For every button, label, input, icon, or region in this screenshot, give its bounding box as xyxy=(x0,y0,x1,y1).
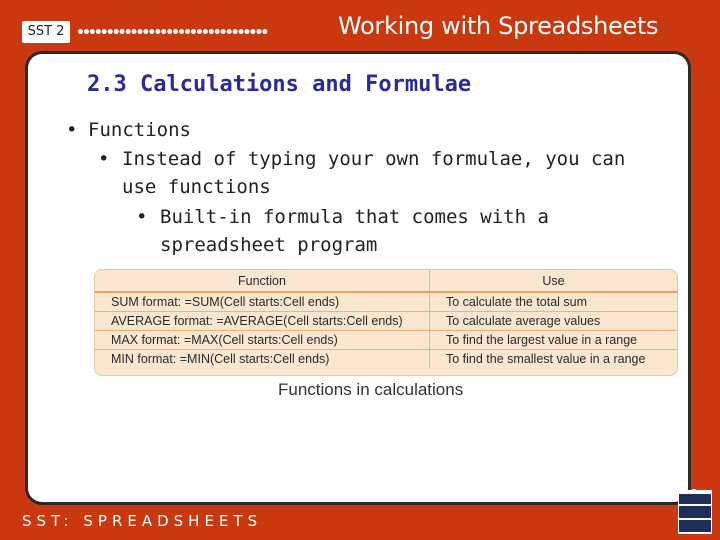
bullet-level-1 xyxy=(66,116,191,144)
table-row xyxy=(95,292,677,312)
course-badge: SST 2 xyxy=(22,21,70,43)
table-row xyxy=(95,331,677,350)
table-row xyxy=(95,350,677,369)
function-cell: SUM format: =SUM(Cell starts:Cell ends) xyxy=(95,292,430,312)
publisher-logo-icon xyxy=(678,490,712,534)
use-cell: To find the largest value in a range xyxy=(430,331,678,350)
column-header-use: Use xyxy=(430,270,678,292)
use-cell: To find the smallest value in a range xyxy=(446,352,646,366)
header-dotted-rule: •••••••••••••••••••••••••••••••• xyxy=(76,25,267,41)
bullet-marker: • xyxy=(98,148,110,170)
use-cell: To calculate the total sum xyxy=(430,292,678,312)
header-title: Working with Spreadsheets xyxy=(338,12,659,40)
bullet-text: Built-in formula that comes with a spreadsheet program xyxy=(160,206,549,256)
function-cell: MAX format: =MAX(Cell starts:Cell ends) xyxy=(95,331,430,350)
bullet-level-2 xyxy=(98,145,662,201)
functions-table xyxy=(94,269,678,376)
bullet-marker: • xyxy=(136,206,148,228)
table-row xyxy=(95,312,677,331)
table-caption: Functions in calculations xyxy=(278,380,464,399)
bullet-text: Functions xyxy=(88,119,191,141)
use-cell: To calculate average values xyxy=(430,312,678,331)
column-header-function: Function xyxy=(95,270,430,292)
function-cell: AVERAGE format: =AVERAGE(Cell starts:Cell ends) xyxy=(95,312,430,331)
bullet-text: Instead of typing your own formulae, you can use functions xyxy=(122,148,626,198)
slide-title: 2.3 Calculations and Formulae xyxy=(87,72,472,97)
bullet-marker: • xyxy=(66,119,78,141)
footer-text: SST: SPREADSHEETS xyxy=(22,512,263,530)
function-cell: MIN format: =MIN(Cell starts:Cell ends) xyxy=(95,350,430,369)
table-header-row xyxy=(95,270,677,292)
bullet-level-3 xyxy=(136,203,660,259)
